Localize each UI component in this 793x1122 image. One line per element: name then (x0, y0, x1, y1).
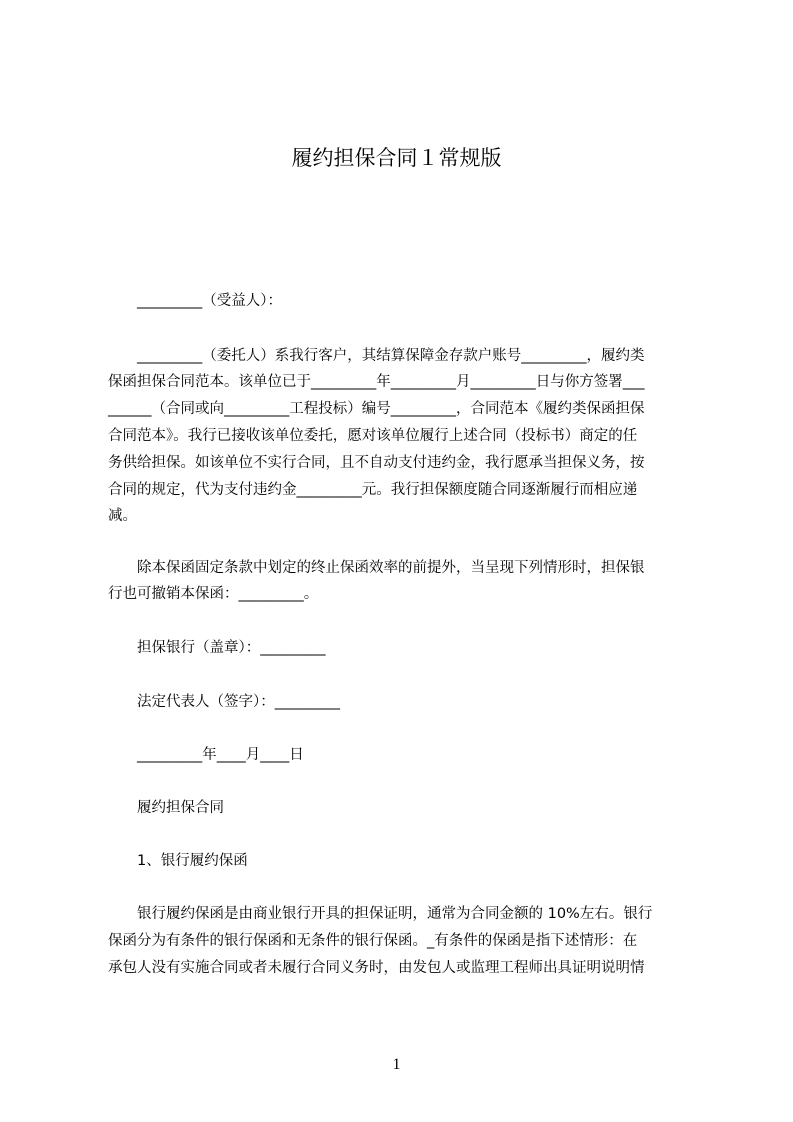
beneficiary-line: _________（受益人）： (137, 293, 282, 309)
paragraph-entrust-line: 合同范本》。我行已接收该单位委托，愿对该单位履行上述合同（投标书）商定的任 (108, 428, 638, 444)
paragraph-performance-line: 保函分为有条件的银行保函和无条件的银行保函。_有条件的保函是指下述情形：在 (108, 933, 638, 949)
document-title: 履约担保合同１常规版 (291, 146, 502, 170)
guarantor-bank-line: 担保银行（盖章）：_________ (137, 640, 326, 656)
paragraph-entrust-line: ______（合同或向_________工程投标）编号_________，合同范本《履约类保函担保 (108, 401, 645, 417)
date-line: _________年____月____日 (137, 747, 304, 763)
section-heading: 履约担保合同 (137, 800, 224, 816)
legal-representative-line: 法定代表人（签字）：_________ (137, 694, 340, 710)
paragraph-revocation-line: 除本保函固定条款中划定的终止保函效率的前提外，当呈现下列情形时，担保银 (137, 560, 645, 576)
page-number: 1 (392, 1056, 401, 1073)
paragraph-entrust-line: 减。 (108, 508, 137, 524)
paragraph-performance-line: 银行履约保函是由商业银行开具的担保证明，通常为合同金额的 10%左右。银行 (137, 906, 653, 922)
paragraph-entrust-line: 务供给担保。如该单位不实行合同，且不自动支付违约金，我行愿承当担保义务，按 (108, 455, 645, 471)
paragraph-entrust-line: 保函担保合同范本。该单位已于_________年_________月_________日与你方签署___ (108, 374, 645, 390)
paragraph-entrust-line: _________（委托人）系我行客户，其结算保障金存款户账号_________，履约类 (137, 348, 645, 364)
paragraph-performance-line: 承包人没有实施合同或者未履行合同义务时，由发包人或监理工程师出具证明说明情 (108, 960, 645, 976)
subsection-heading: 1、银行履约保函 (137, 853, 248, 869)
paragraph-revocation-line: 行也可撤销本保函：_________。 (108, 586, 319, 602)
paragraph-entrust-line: 合同的规定，代为支付违约金_________元。我行担保额度随合同逐渐履行而相应递 (108, 482, 638, 498)
